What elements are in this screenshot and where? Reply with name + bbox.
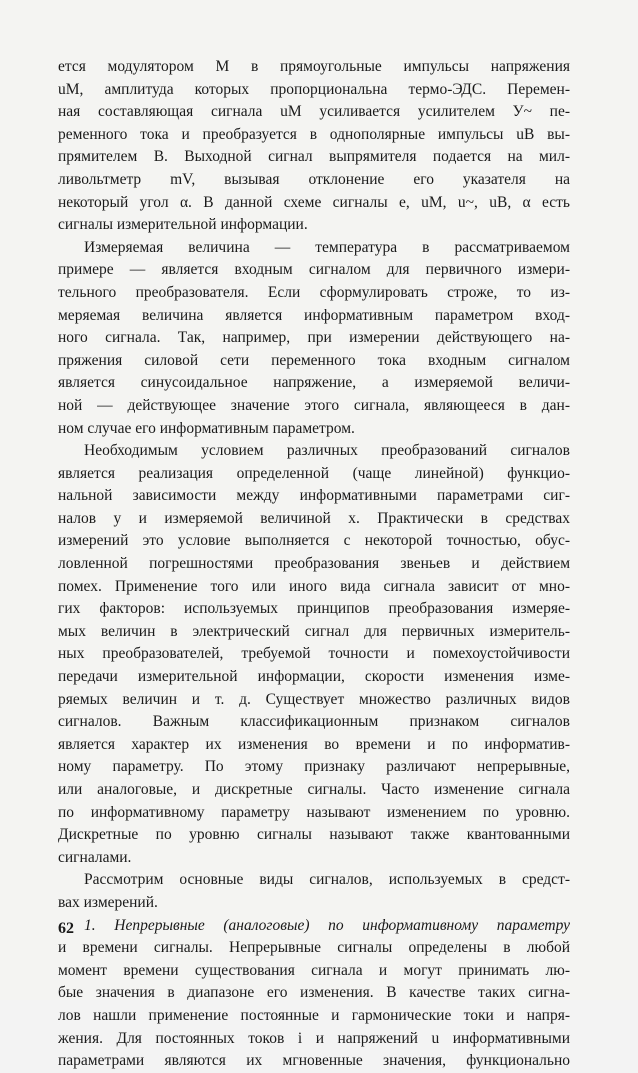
text-line: ная составляющая сигнала uM усиливается усилителем У~ пе- [58, 103, 570, 121]
text-line: ного сигнала. Так, например, при измерении действующего на- [58, 329, 570, 347]
text-line: сигналы измерительной информации. [58, 216, 308, 234]
text-line: помех. Применение того или иного вида сигнала зависит от мно- [58, 577, 570, 595]
text-line: мых величин в электрический сигнал для первичных измеритель- [58, 622, 570, 640]
text-line: ряемых величин и т. д. Существует множество различных видов [58, 690, 570, 708]
text-line: ловленной погрешностями преобразования звеньев и действием [58, 555, 570, 573]
text-line: ному параметру. По этому признаку различают непрерывные, [58, 758, 570, 776]
text-line: жения. Для постоянных токов i и напряжений u информативными [58, 1029, 570, 1047]
text-line: момент времени существования сигнала и могут принимать лю- [58, 961, 570, 979]
text-line: Рассмотрим основные виды сигналов, используемых в средст- [84, 871, 570, 889]
page-number: 62 [58, 920, 74, 937]
text-line: меряемая величина является информативным параметром вход- [58, 306, 570, 324]
text-line [58, 915, 570, 938]
text-line: является реализация определенной (чаще линейной) функцио- [58, 464, 570, 482]
text-line: налов y и измеряемой величиной x. Практически в средствах [58, 509, 570, 527]
text-line: ливольтметр mV, вызывая отклонение его указателя на [58, 170, 570, 188]
text-line: примере — является входным сигналом для первичного измери- [58, 261, 570, 279]
text-line: и времени сигналы. Непрерывные сигналы определены в любой [58, 939, 570, 957]
text-line: является характер их изменения во времени и по информатив- [58, 735, 570, 753]
text-line: нальной зависимости между информативными параметрами сиг- [58, 487, 570, 505]
text-line: является синусоидальное напряжение, а измеряемой величи- [58, 374, 570, 392]
text-line: сигналами. [58, 848, 132, 866]
text-line: передачи измерительной информации, скорости изменения изме- [58, 668, 570, 686]
text-line: ной — действующее значение этого сигнала, являющееся в дан- [58, 396, 570, 414]
text-line: лов нашли применение постоянные и гармонические токи и напря- [58, 1006, 570, 1024]
text-line: ременного тока и преобразуется в однополярные импульсы uB вы- [58, 125, 570, 143]
text-line: ется модулятором M в прямоугольные импульсы напряжения [58, 58, 570, 75]
text-line: пряжения силовой сети переменного тока входным сигналом [58, 351, 570, 369]
text-line: по информативному параметру называют изменением по уровню. [58, 803, 570, 821]
text-line: параметрами являются их мгновенные значения, функционально [58, 1052, 570, 1070]
text-line: Дискретные по уровню сигналы называют также квантованными [58, 826, 570, 844]
text-line: ных преобразователей, требуемой точности и помехоустойчивости [58, 645, 570, 663]
text-line: Необходимым условием различных преобразований сигналов [84, 442, 570, 460]
text-line: гих факторов: используемых принципов преобразования измеряе- [58, 600, 570, 618]
text-line: вах измерений. [58, 893, 158, 911]
text-line: измерений это условие выполняется с некоторой точностью, обус- [58, 532, 570, 550]
italic-run: 1. Непрерывные (аналоговые) по информативному параметру [84, 916, 570, 934]
body-text [58, 56, 570, 1073]
text-line: Измеряемая величина — температура в рассматриваемом [84, 238, 570, 256]
text-line: ном случае его информативным параметром. [58, 419, 355, 437]
text-line: бые значения в диапазоне его изменения. В качестве таких сигна- [58, 984, 570, 1002]
text-line: прямителем B. Выходной сигнал выпрямителя подается на мил- [58, 148, 570, 166]
text-line: тельного преобразователя. Если сформулировать строже, то из- [58, 283, 570, 301]
text-line: или аналоговые, и дискретные сигналы. Часто изменение сигнала [58, 781, 570, 798]
text-line: uM, амплитуда которых пропорциональна термо-ЭДС. Перемен- [58, 80, 570, 98]
text-line: сигналов. Важным классификационным признаком сигналов [58, 713, 570, 731]
text-line: некоторый угол α. В данной схеме сигналы e, uM, u~, uB, α есть [58, 193, 570, 211]
